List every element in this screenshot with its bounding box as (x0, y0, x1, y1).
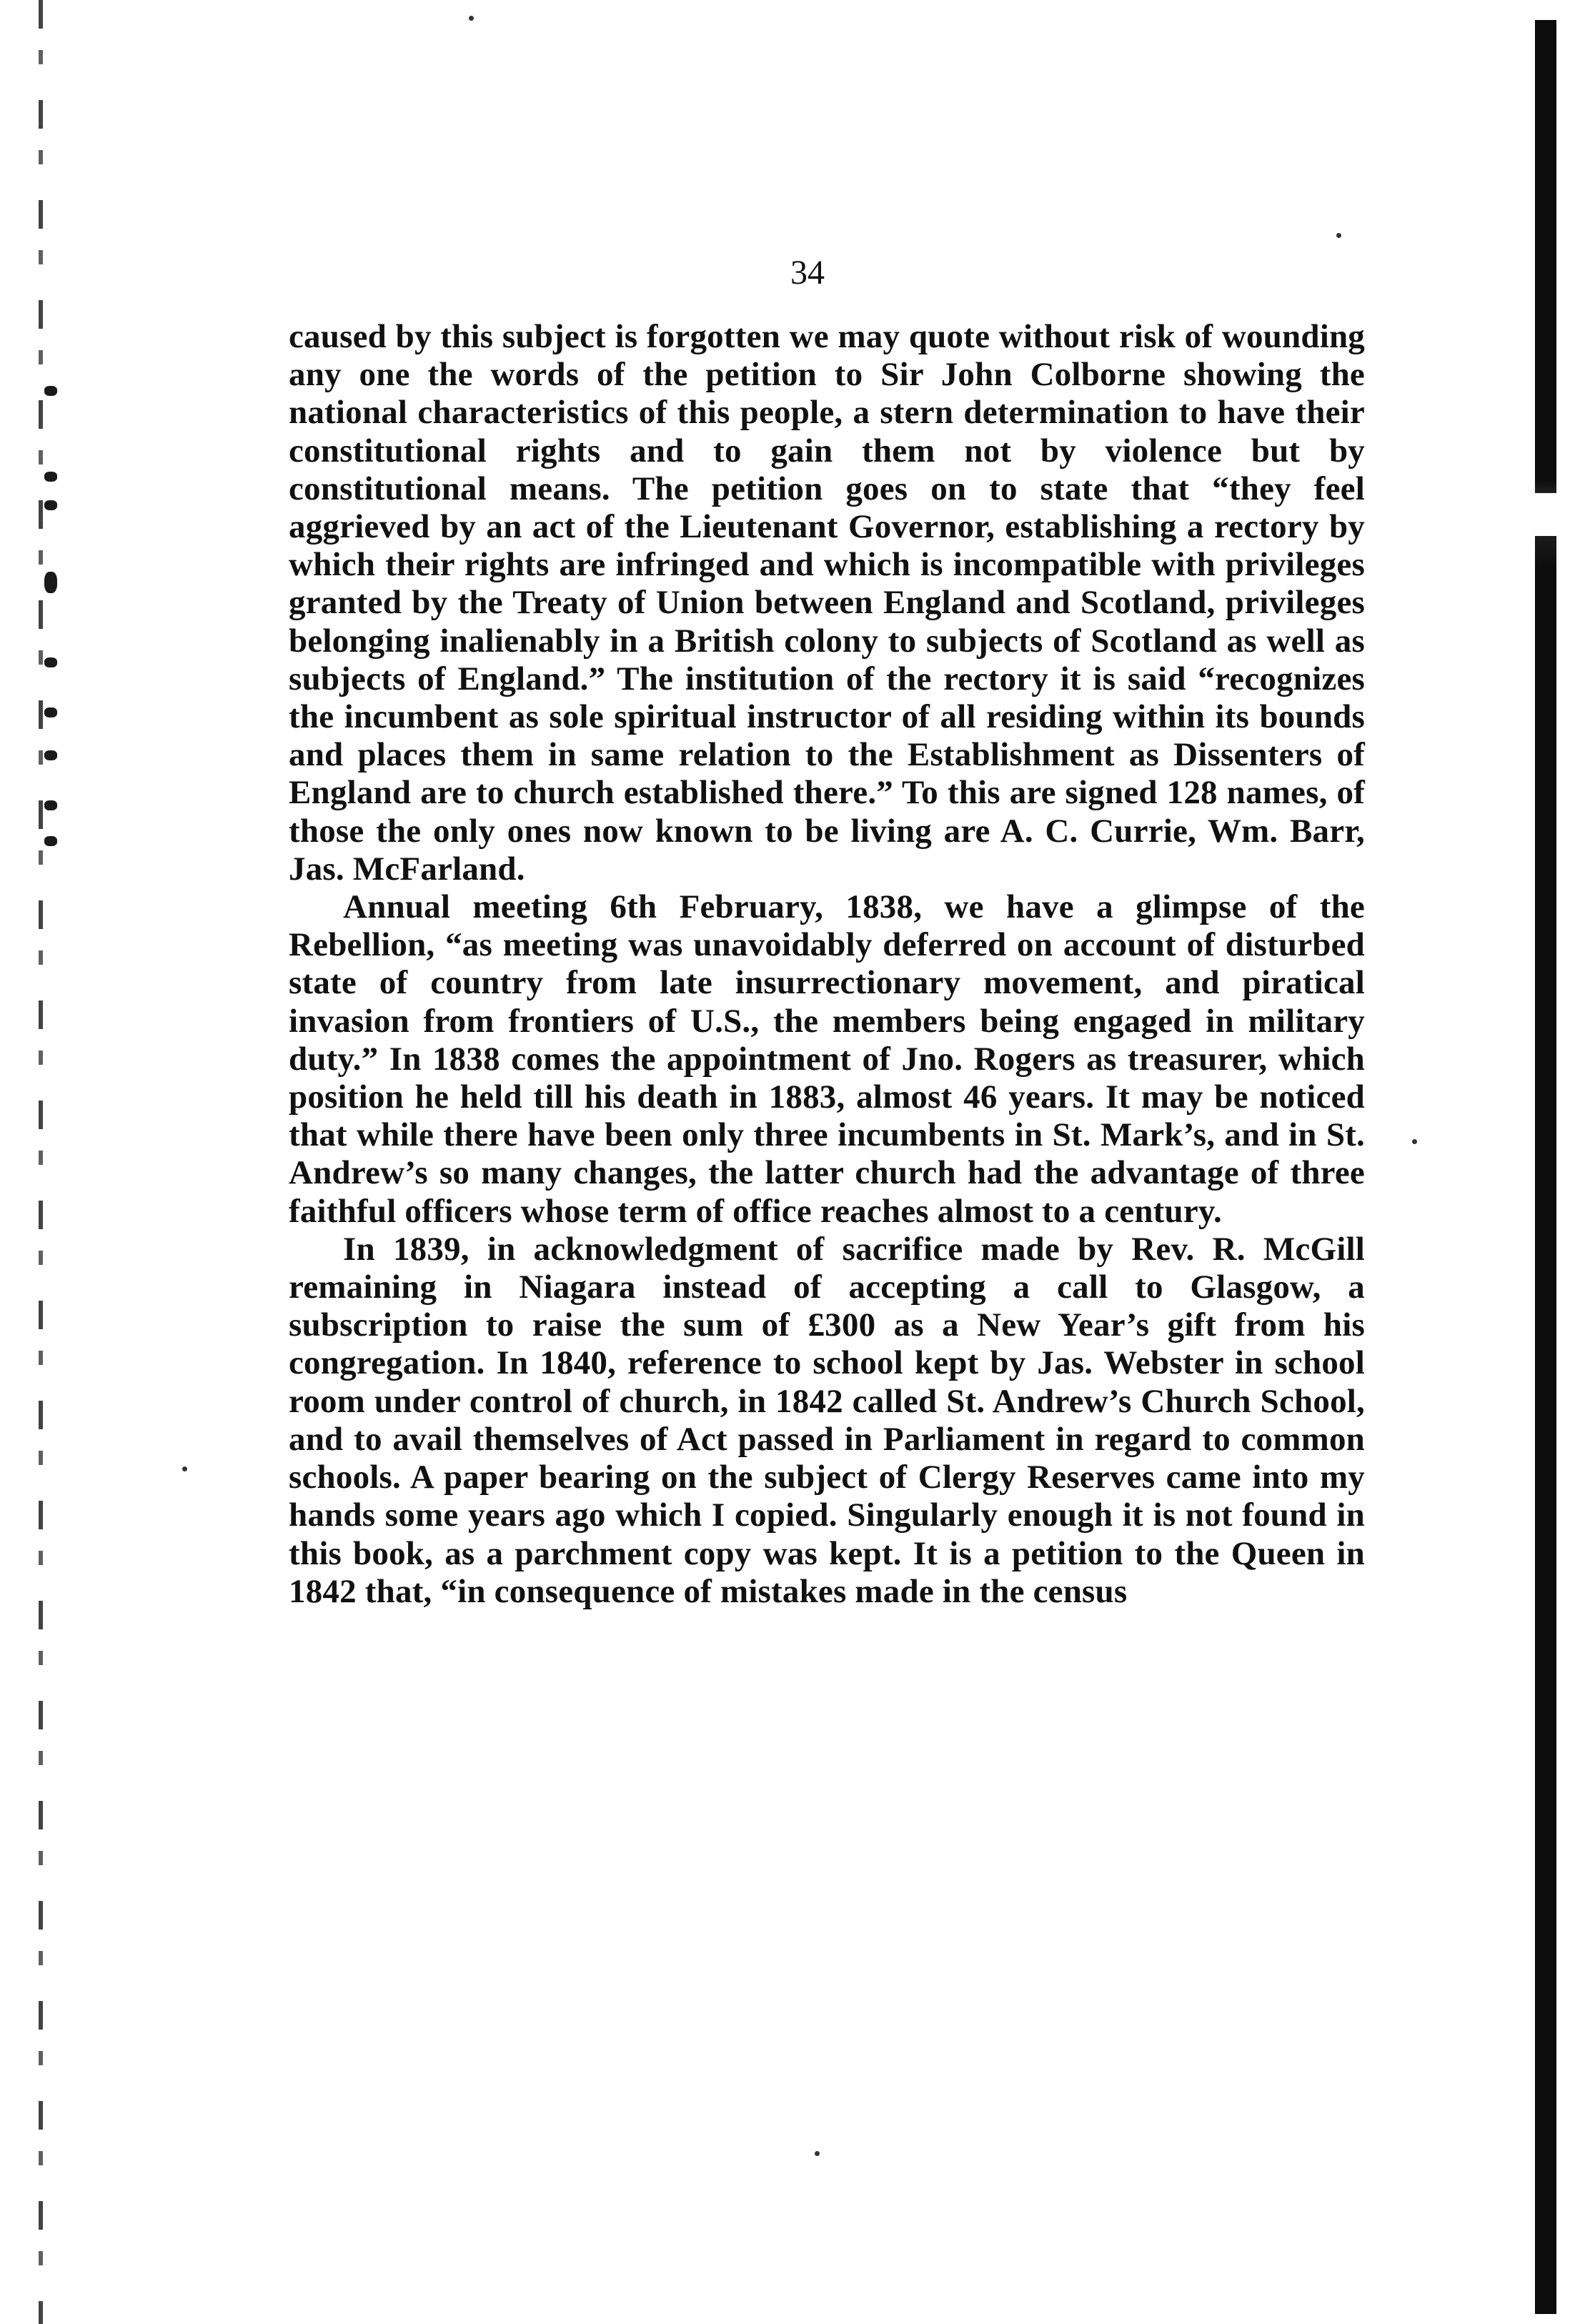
left-binding-edge (39, 0, 43, 2324)
scan-speck (182, 1466, 187, 1471)
left-margin-marks (44, 0, 66, 886)
scan-speck (1412, 1139, 1417, 1144)
paragraph: caused by this subject is forgotten we may quote without risk of wounding any one the words of the petition to Sir John Colborne showing the national characteristics of this people, a stern determination to have their constitutional rights and to gain them not by violence but by constitutional means. The petition goes on to state that “they feel aggrieved by an act of the Lieutenant Governor, establishing a rectory by which their rights are infringed and which is incompatible with privileges granted by the Treaty of Union between England and Scotland, privileges belonging inalienably in a British colony to subjects of Scotland as well as subjects of England.” The institution of the rectory it is said “recognizes the incumbent as sole spiritual instructor of all residing within its bounds and places them in same relation to the Establishment as Dissenters of England are to church established there.” To this are signed 128 names, of those the only ones now known to be living are A. C. Currie, Wm. Barr, Jas. McFarland. (289, 318, 1365, 888)
right-binding-edge (1535, 20, 1556, 2314)
scan-speck (469, 16, 474, 21)
right-edge-gap (1529, 493, 1558, 536)
scan-speck (815, 2151, 820, 2156)
paragraph: In 1839, in acknowledgment of sacrifice made by Rev. R. McGill remaining in Niagara instead of accepting a call to Glasgow, a subscription to raise the sum of £300 as a New Year’s gift from his congregation. In 1840, reference to school kept by Jas. Webster in school room under control of church, in 1842 called St. Andrew’s Church School, and to avail themselves of Act passed in Parliament in regard to common schools. A paper bearing on the subject of Clergy Reserves came into my hands some years ago which I copied. Singularly enough it is not found in this book, as a parchment copy was kept. It is a petition to the Queen in 1842 that, “in consequence of mistakes made in the census (289, 1230, 1365, 1610)
scan-speck (1336, 233, 1341, 238)
page-number: 34 (790, 254, 825, 292)
body-text (289, 318, 1365, 1611)
paragraph: Annual meeting 6th February, 1838, we have a glimpse of the Rebellion, “as meeting was unavoidably deferred on account of disturbed state of country from late insurrectionary movement, and piratical invasion from frontiers of U.S., the members being engaged in military duty.” In 1838 comes the appointment of Jno. Rogers as treasurer, which position he held till his death in 1883, almost 46 years. It may be noticed that while there have been only three incumbents in St. Mark’s, and in St. Andrew’s so many changes, the latter church had the advantage of three faithful officers whose term of office reaches almost to a century. (289, 888, 1365, 1230)
